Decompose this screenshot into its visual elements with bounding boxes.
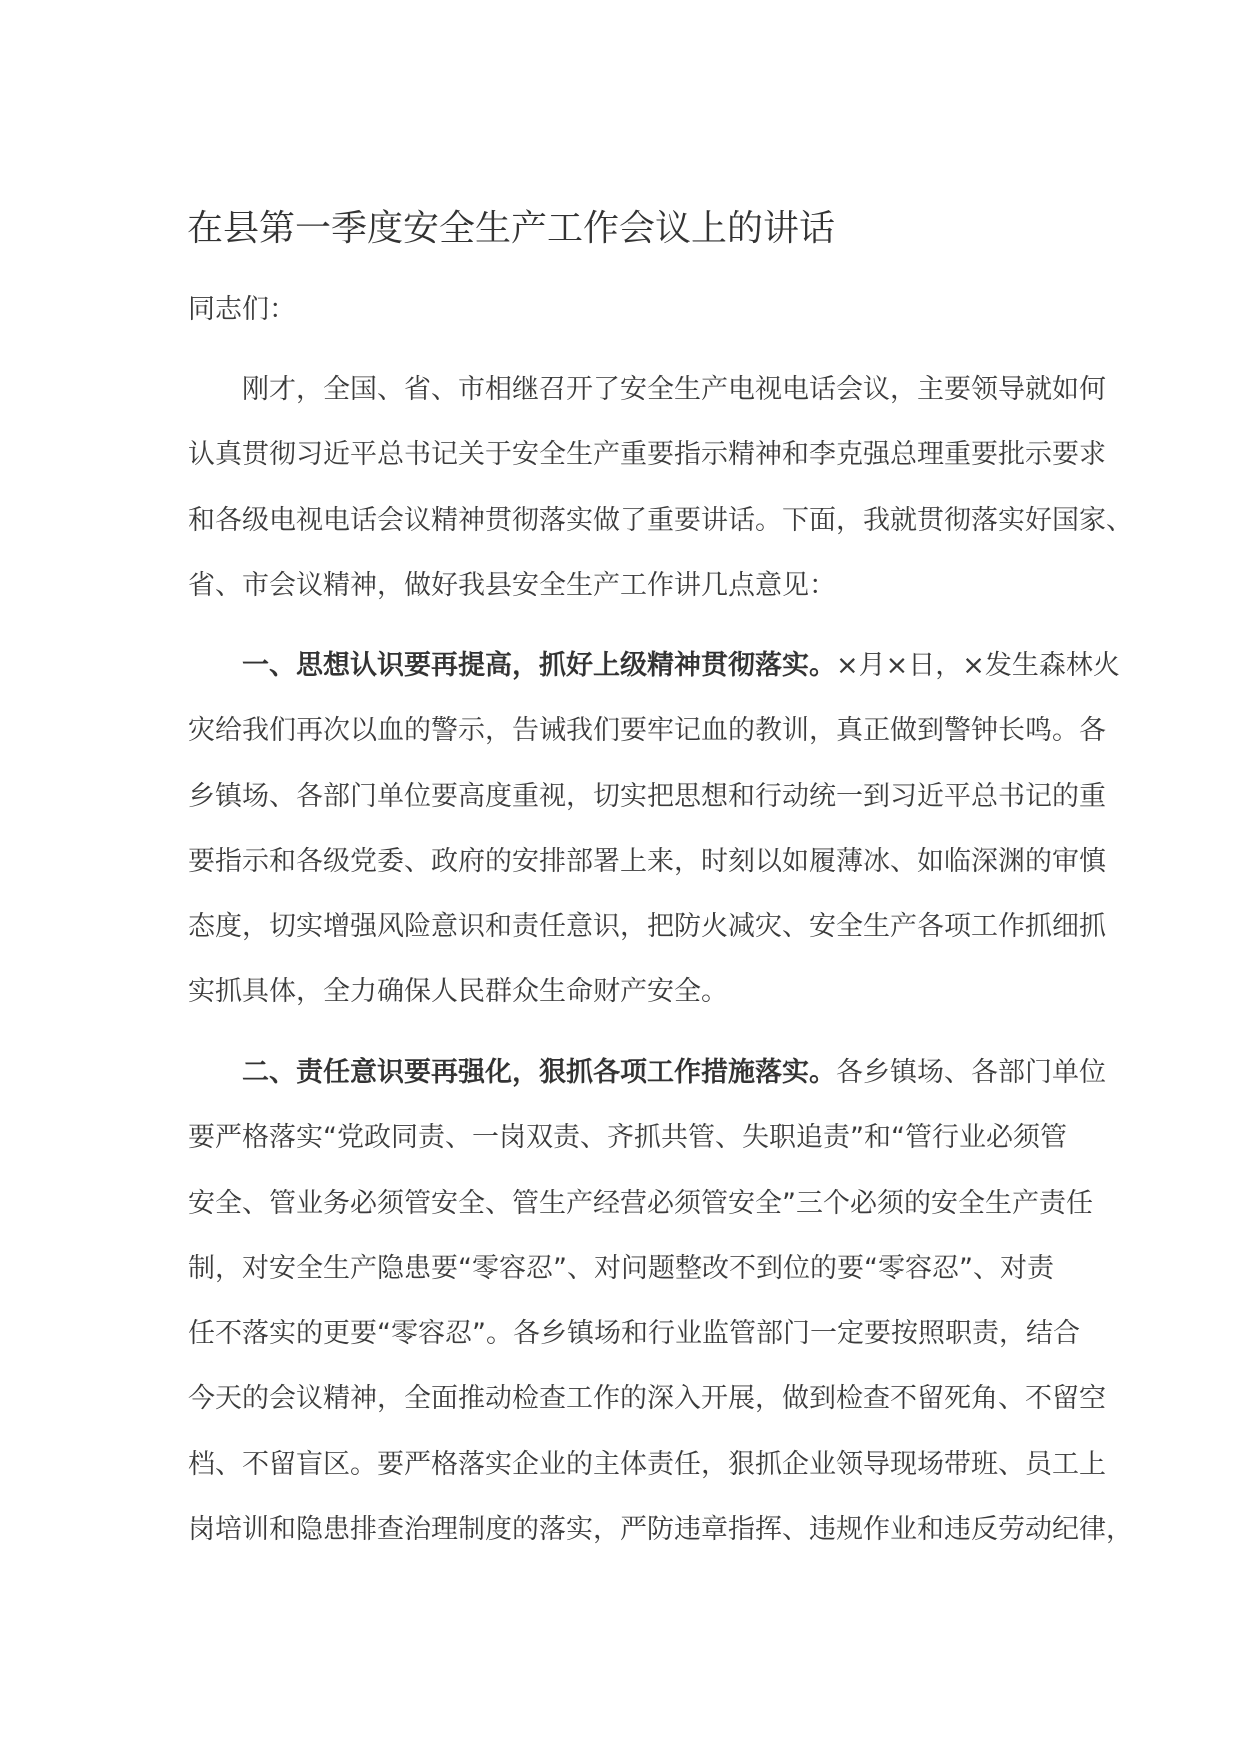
text-line: 档、不留盲区。要严格落实企业的主体责任，狠抓企业领导现场带班、员工上 [188, 1448, 1106, 1480]
text-line: 今天的会议精神，全面推动检查工作的深入开展，做到检查不留死角、不留空 [188, 1383, 1106, 1415]
text-line [188, 1053, 1106, 1118]
text-line: 要指示和各级党委、政府的安排部署上来，时刻以如履薄冰、如临深渊的审慎 [188, 845, 1106, 877]
text-line: 安全、管业务必须管安全、管生产经营必须管安全”三个必须的安全生产责任 [188, 1187, 1093, 1219]
text-line [188, 646, 1120, 711]
text-span: ×月×日，×发生森林火 [836, 650, 1120, 681]
text-line: 制，对安全生产隐患要“零容忍”、对问题整改不到位的要“零容忍”、对责 [188, 1252, 1054, 1284]
paragraph-section-1 [188, 646, 1120, 1038]
section-heading: 一、思想认识要再提高，抓好上级精神贯彻落实。 [242, 650, 836, 681]
document-title: 在县第一季度安全生产工作会议上的讲话 [187, 208, 836, 249]
text-line: 乡镇场、各部门单位要高度重视，切实把思想和行动统一到习近平总书记的重 [188, 780, 1106, 812]
text-line: 刚才，全国、省、市相继召开了安全生产电视电话会议，主要领导就如何 [242, 374, 1106, 405]
text-line: 态度，切实增强风险意识和责任意识，把防火减灾、安全生产各项工作抓细抓 [188, 911, 1106, 943]
text-line: 实抓具体，全力确保人民群众生命财产安全。 [188, 976, 728, 1008]
text-line: 灾给我们再次以血的警示，告诫我们要牢记血的教训，真正做到警钟长鸣。各 [188, 715, 1106, 747]
text-line: 认真贯彻习近平总书记关于安全生产重要指示精神和李克强总理重要批示要求 [188, 439, 1106, 471]
text-line: 省、市会议精神，做好我县安全生产工作讲几点意见： [188, 569, 836, 601]
paragraph-intro [188, 370, 1133, 631]
text-span: 各乡镇场、各部门单位 [836, 1057, 1106, 1088]
text-line: 要严格落实“党政同责、一岗双责、齐抓共管、失职追责”和“管行业必须管 [188, 1122, 1067, 1154]
text-line: 和各级电视电话会议精神贯彻落实做了重要讲话。下面，我就贯彻落实好国家、 [188, 504, 1133, 536]
section-heading: 二、责任意识要再强化，狠抓各项工作措施落实。 [242, 1057, 836, 1088]
text-line: 任不落实的更要“零容忍”。各乡镇场和行业监管部门一定要按照职责，结合 [188, 1318, 1080, 1350]
salutation: 同志们： [188, 294, 296, 325]
text-line: 岗培训和隐患排查治理制度的落实，严防违章指挥、违规作业和违反劳动纪律， [188, 1514, 1133, 1546]
paragraph-section-2 [188, 1053, 1133, 1575]
